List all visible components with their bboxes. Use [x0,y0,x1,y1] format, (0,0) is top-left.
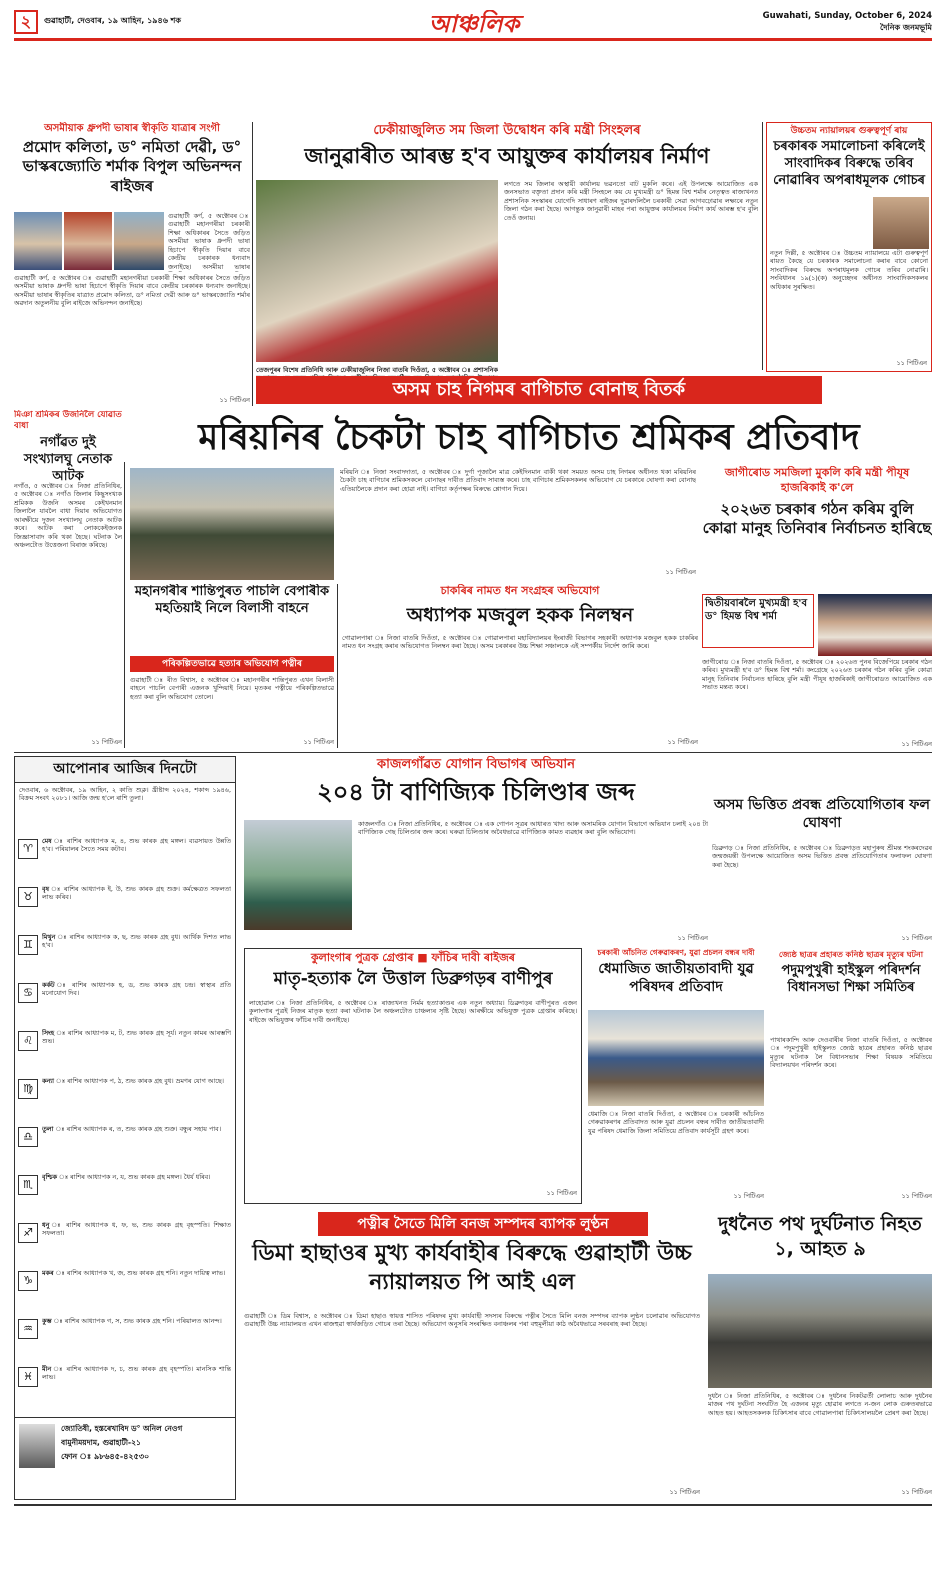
body: লাহোৱাল ঃ নিজা প্ৰতিনিধিৰ, ৫ অক্টোবৰ ঃ ৰাজ্যখনত নিৰ্মম হত্যাকাণ্ডৰ এক নতুন অধ্যায়। ডিব্ৰুগড়ৰ বাণীপুৰত এজন কুলাংগাৰ পুত্ৰই নিজৰ মাতৃক হত্যা কৰা ঘটনাক লৈ অঞ্চলটোত চাঞ্চল্যৰ সৃষ্টি হৈছে। আৰক্ষীয়ে অভিযুক্ত পুত্ৰক গ্ৰেপ্তাৰ কৰিছে। ৰাইজে অভিযুক্তৰ ফাঁচিৰ দাবী জনাইছে। [249,999,577,1024]
zodiac-icon: ♉ [18,887,38,907]
kicker: ঢেকীয়াজুলিত সম জিলা উদ্বোধন কৰি মন্ত্ৰী সিংহলৰ [373,123,641,138]
masthead-title: আঞ্চলিক [428,10,520,38]
sign-text: ৰাশিৰ আধ্যাপক ৰ, ত, শুভ কাৰক গ্ৰহ শুক্ৰ। বন্ধুৰ সহায় পাব। [66,1125,221,1133]
right-date: Guwahati, Sunday, October 6, 2024 [762,11,932,21]
body: পাথাৰকান্দি আৰু দেওবাৰীৰ নিজা বাতৰি দিওঁতা, ৫ অক্টোবৰ ঃ পদুমপুখুৰী হাইস্কুলত জ্যেষ্ঠ ছাত্ৰৰ প্ৰহাৰত কনিষ্ঠ ছাত্ৰৰ মৃত্যুৰ ঘটনাক লৈ বিধানসভাৰ শিক্ষা বিষয়ক সমিতিয়ে বিদ্যালয়খন পৰিদৰ্শন কৰে। [770,1036,932,1070]
story-goalpara [342,584,698,750]
main-headline: মৰিয়নিৰ চৈকটা চাহ বাগিচাত শ্ৰমিকৰ প্ৰতিবাদ [198,417,860,458]
sign-text: ৰাশিৰ আধ্যাপক হ, ড, শুভ কাৰক গ্ৰহ চন্দ্ৰ। স্বাস্থ্যৰ প্ৰতি মনোযোগ দিব। [42,981,231,998]
sign-text: ৰাশিৰ আধ্যাপক ম, ৪, শুভ কাৰক গ্ৰহ মঙ্গল। ব্যৱসায়ত উন্নতি হ'ব। পৰিয়ালৰ সৈতে সময় কটাব। [42,837,231,854]
kicker: কাজলগাঁৱত যোগান বিভাগৰ অভিযান [377,757,575,772]
main-story-source: ১১ পিটিএন [665,568,696,576]
portrait-photos [14,212,164,270]
sign-body: বৃষ ঃ ৰাশিৰ আধ্যাপক ই, উ, শুভ কাৰক গ্ৰহ শুক্ৰ। কৰ্মক্ষেত্ৰত সফলতা লাভ কৰিব। [42,885,231,902]
main-story-body: মৰিয়নি ঃ নিজা সংবাদদাতা, ৫ অক্টোবৰ ঃ দুৰ্গা পূজালৈ মাত্ৰ কেইদিনমান বাকী থকা সময়ত অসম চাহ নিগমৰ অধীনত থকা মৰিয়নিৰ চৈকটা চাহ বাগিচাৰ শ্ৰমিকসকলে বোনাছৰ দাবীত প্ৰতিবাদ সাব্যস্ত কৰে। চাহ বাগিচাৰ শ্ৰমিকসকলৰ অভিযোগ যে চৰকাৰে ঘোষণা কৰা বোনাছ এতিয়ালৈকে প্ৰদান কৰা হোৱা নাই। বাগিচা কৰ্তৃপক্ষৰ বিৰুদ্ধে শ্লোগান দিয়ে। [340,468,696,493]
headline: জানুৱাৰীত আৰম্ভ হ'ব আয়ুক্তৰ কাৰ্যালয়ৰ নিৰ্মাণ [304,143,710,168]
body: গুৱাহাটী ঃ ৰীত বিশ্বাস, ৫ অক্টোবৰ ঃ মহানগৰীৰ শান্তিপুৰত এখন বিলাসী বাহনে পাচলি বেপাৰী এজনক খুন্দিয়াই নিয়ে। মৃতকৰ পত্নীয়ে পৰিকল্পিতভাৱে হত্যা কৰা বুলি অভিযোগ তোলে। [130,676,334,701]
protest-photo [588,1010,764,1106]
banner-tea-bonus: অসম চাহ নিগমৰ বাগিচাত বোনাছ বিতৰ্ক [256,376,822,404]
portrait-2 [64,212,112,270]
sub-headline: দ্বিতীয়বাৰলৈ মুখ্যমন্ত্ৰী হ'ব ড° হিমন্ত বিশ্ব শৰ্মা [705,598,808,622]
sign-body: ধনু ঃ ৰাশিৰ আধ্যাপক ধ, ফ, ভ, শুভ কাৰক গ্ৰহ বৃহস্পতি। শিক্ষাত সফলতা। [42,1221,231,1238]
astrologer-photo [19,1424,55,1468]
sign-name: মকৰ [42,1269,54,1277]
kicker: কুলাংগাৰ পুত্ৰক গ্ৰেপ্তাৰ ■ ফাঁচিৰ দাবী ৰাইজৰ [310,951,516,964]
sign-text: ৰাশিৰ আধ্যাপক ধ, ফ, ভ, শুভ কাৰক গ্ৰহ বৃহস্পতি। শিক্ষাত সফলতা। [42,1221,231,1238]
horoscope-signs [15,835,235,1415]
zodiac-icon: ♎ [18,1127,38,1147]
body: গোৱালপাৰা ঃ নিজা বাতৰি দিওঁতা, ৫ অক্টোবৰ ঃ গোৱালপাৰা মহাবিদ্যালয়ৰ ইংৰাজী বিভাগৰ সহকাৰী অধ্যাপক মজবুল হকক চাকৰিৰ নামত ধন সংগ্ৰহ কৰাৰ অভিযোগত নিলম্বন কৰা হৈছে। অসম চৰকাৰৰ উচ্চ শিক্ষা সঞ্চালকে এই সম্পৰ্কীয় নিৰ্দেশ জাৰি কৰে। [342,634,698,651]
horoscope-sign-row [15,931,235,979]
source: ১১ পিটিএন [901,1488,932,1496]
zodiac-icon: ♍ [18,1079,38,1099]
sign-name: তুলা [42,1125,54,1133]
col-rule-4 [337,584,338,748]
banner-forest-loot: পত্নীৰ সৈতে মিলি বনজ সম্পদৰ ব্যাপক লুণ্ঠন [318,1212,648,1236]
horoscope-box [14,756,236,1500]
zodiac-icon: ♋ [18,983,38,1003]
sign-text: ৰাশিৰ আধ্যাপক প, ঠ, শুভ কাৰক গ্ৰহ বুধ। ভ্ৰমণৰ যোগ আছে। [67,1077,224,1085]
kicker: অসমীয়াক ধ্ৰুপদী ভাষাৰ স্বীকৃতি যাত্ৰাৰ সংগী [44,123,220,134]
story-essay [712,796,932,946]
sign-text: ৰাশিৰ আধ্যাপক গ, স, শুভ কাৰক গ্ৰহ শনি। পৰিয়ালত আনন্দ। [64,1317,222,1325]
astrologer-name: জ্যোতিষী, হস্তৰেখাবিদ ড° অনিল নেওগ [61,1424,183,1433]
horoscope-sign-row [15,1363,235,1411]
sign-text: ৰাশিৰ আধ্যাপক ন, য, শুভ কাৰক গ্ৰহ মঙ্গল। ধৈৰ্য ধৰিব। [70,1173,211,1181]
body: জাগীৰোড ঃ নিজা বাতৰি দিওঁতা, ৫ অক্টোবৰ ঃ ২০২৬ত পুনৰ বিজেপিয়ে চৰকাৰ গঠন কৰিব। মুখ্যমন্ত্ৰী হ'ব ড° হিমন্ত বিশ্ব শৰ্মা। কংগ্ৰেছে ২০২৬ত চৰকাৰ গঠন কৰিব বুলি কোৱা মানুহ তিনিবাৰ নিৰ্বাচনত হাৰিছে বুলি মন্ত্ৰী পীযূষ হাজৰিকাই জাগীৰোডত আয়োজিত এক সভাত মন্তব্য কৰে। [702,658,932,692]
astrologer-address: বামুনীময়দাম, গুৱাহাটী-২১ [61,1438,141,1447]
sign-name: বৃষ [42,885,50,893]
headline: ধেমাজিত জাতীয়তাবাদী যুৱ পৰিষদৰ প্ৰতিবাদ [598,961,754,996]
story-guwahati [130,584,334,750]
horoscope-intro: দেওবাৰ, ৬ অক্টোবৰ, ১৯ আহিন, ২ কাতি শুক্ল। খ্ৰীষ্টাব্দ ২০২৪, শকাব্দ ১৯৪৬, বিক্ৰম সংবৎ ২০৮১। আজি জন্ম হ'লে ৰাশি তুলা। [19,785,231,803]
story-kajalgaon [244,756,708,946]
sign-text: ৰাশিৰ আধ্যাপক দ, চ, শুভ কাৰক গ্ৰহ বৃহস্পতি। মানসিক শান্তি লাভ। [42,1365,231,1382]
accident-photo [708,1274,932,1388]
sign-name: কৰ্কট [42,981,55,989]
horoscope-sign-row [15,1219,235,1267]
headline: মহানগৰীৰ শান্তিপুৰত পাচলি বেপাৰীক মহতিয়াই নিলে বিলাসী বাহনে [134,584,330,616]
headline: ডিমা হাছাওৰ মুখ্য কাৰ্যবাহীৰ বিৰুদ্ধে গুৱাহাটী উচ্চ ন্যায়ালয়ত পি আই এল [252,1241,692,1295]
story-jagiroad [702,466,932,752]
portrait-1 [14,212,62,270]
sign-name: ধনু [42,1221,50,1229]
horoscope-sign-row [15,1123,235,1171]
zodiac-icon: ♐ [18,1223,38,1243]
zodiac-icon: ♌ [18,1031,38,1051]
kicker: উচ্চতম ন্যায়ালয়ৰ গুৰুত্বপূৰ্ণ ৰায় [790,126,908,136]
horoscope-sign-row [15,1075,235,1123]
horoscope-sign-row [15,1315,235,1363]
sign-text: ৰাশিৰ আধ্যাপক ক, ছ, শুভ কাৰক গ্ৰহ বুধ। আৰ্থিক দিশত লাভ হ'ব। [42,933,231,950]
tag: পৰিকল্পিতভাৱে হত্যাৰ অভিযোগ পত্নীৰ [130,656,334,672]
body: নগাঁও, ৫ অক্টোবৰ ঃ নিজা প্ৰতিনিধিৰ, ৫ অক্টোবৰ ঃ নগাঁও জিলাৰ কিছুসংখ্যক শ্ৰমিকক উজনি অসমৰ কেইখনমান জিলালৈ যাবলৈ বাধা দিয়াৰ অভিযোগত আৰক্ষীয়ে দুজন সংখ্যালঘু নেতাক আটক কৰে। আটক কৰা লোককেইজনক জিজ্ঞাসাবাদ কৰি থকা হৈছে। ঘটনাক লৈ অঞ্চলটোত উত্তেজনা বিৰাজ কৰিছে। [14,482,122,550]
sign-text: ৰাশিৰ আধ্যাপক খ, জ, শুভ কাৰক গ্ৰহ শনি। নতুন দায়িত্ব লাভ। [66,1269,226,1277]
body: ধেমাজি ঃ নিজা বাতৰি দিওঁতা, ৫ অক্টোবৰ ঃ চৰকাৰী আঁচনিত গেৰুৱাকৰণৰ প্ৰতিবাদত আৰু যুৱা প্ৰচলন বন্ধৰ দাবীত জাতীয়তাবাদী যুৱ পৰিষদ ধেমাজি জিলা সমিতিয়ে প্ৰতিবাদ কাৰ্যসূচী গ্ৰহণ কৰে। [588,1110,764,1135]
bottom-rule [14,1504,932,1506]
body: লগতে সম জিলাৰ অস্থায়ী কাৰ্যালয় ভৱনতো বাট মুকলি কৰে। এই উপলক্ষে আয়োজিত এক জনসভাত বক্তৃতা প্ৰদান কৰি মন্ত্ৰী সিংহলে কয় যে মুখ্যমন্ত্ৰী ড° হিমন্ত বিশ্ব শৰ্মাৰ নেতৃত্বত ৰাজ্যখনত প্ৰশাসনিক সংস্কাৰৰ যোগেদি সাধাৰণ ৰাইজৰ দুৱাৰদলিলৈ চৰকাৰী সেৱা আগবঢ়োৱাৰ লক্ষ্যৰে নতুন জিলা গঠন কৰা হৈছে। আগন্তুক জানুৱাৰী মাহৰ পৰা আয়ুক্তৰ কাৰ্যালয়ৰ নিৰ্মাণ কাৰ্য আৰম্ভ হ'ব বুলি তেওঁ জনায়। [504,180,758,222]
headline: পদুমপুখুৰী হাইস্কুল পৰিদৰ্শন বিধানসভা শিক্ষা সমিতিৰ [781,962,921,995]
sign-body: মিথুন ঃ ৰাশিৰ আধ্যাপক ক, ছ, শুভ কাৰক গ্ৰহ বুধ। আৰ্থিক দিশত লাভ হ'ব। [42,933,231,950]
sign-name: কুম্ভ [42,1317,52,1325]
sign-name: সিংহ [42,1029,55,1037]
sign-name: মিথুন [42,933,56,941]
ribbon-cutting-photo [256,180,498,362]
left-date: গুৱাহাটী, দেওবাৰ, ১৯ আহিন, ১৯৪৬ শক [44,16,182,25]
source: ১১ পিটিএন [901,934,932,942]
body: গুৱাহাটী ঃ ডিম বিশ্বাস, ৫ অক্টোবৰ ঃ ডিমা হাছাও স্বায়ত্ত শাসিত পৰিষদৰ মুখ্য কাৰ্যবাহী সদস্যৰ বিৰুদ্ধে পত্নীৰ সৈতে মিলি বনজ সম্পদৰ ব্যাপক লুণ্ঠন চলোৱাৰ অভিযোগত গুৱাহাটী উচ্চ ন্যায়ালয়ত এখন ৰাজহুৱা স্বাৰ্থজড়িত গোচৰ তৰা হৈছে। অভিযোগ অনুসৰি সংৰক্ষিত বনাঞ্চলৰ পৰা বহুমূলীয়া কাঠ অবৈধভাৱে সৰবৰাহ কৰা হৈছে। [244,1312,700,1329]
body: নতুন দিল্লী, ৫ অক্টোবৰ ঃ উচ্চতম ন্যায়ালয়ে এটা গুৰুত্বপূৰ্ণ ৰায়ত কৈছে যে চৰকাৰক সমালোচনা কৰাৰ বাবে কোনো সাংবাদিকৰ বিৰুদ্ধে অপৰাধমূলক গোচৰ তৰিব নোৱাৰি। সংবিধানৰ ১৯(১)(ক) অনুচ্ছেদৰ অধীনত সাংবাদিকসকলৰ অধিকাৰ সুৰক্ষিত। [770,249,928,291]
headline: প্ৰমোদ কলিতা, ড° নমিতা দেৱী, ড° ভাস্কৰজ্যোতি শৰ্মাক বিপুল অভিনন্দন ৰাইজৰ [22,137,242,195]
headline: দুধনৈত পথ দুৰ্ঘটনাত নিহত ১, আহত ৯ [718,1213,922,1261]
headline: ২০৪ টা বাণিজ্যিক চিলিণ্ডাৰ জব্দ [317,777,635,806]
source: ১১ পিটিএন [896,359,927,367]
body-continued: গুৱাহাটী কৰ্ণ, ৫ অক্টোবৰ ঃ গুৱাহাটী মহানগৰীয়া চৰকাৰী শিক্ষা অধিকাৰৰ সৈতে জড়িত অসমীয়া ভাষাক ধ্ৰুপদী ভাষা হিচাপে স্বীকৃতি দিয়াৰ বাবে কেন্দ্ৰীয় চৰকাৰক ধন্যবাদ জনাইছে। অসমীয়া ভাষাৰ স্বীকৃতিৰ যাত্ৰাত প্ৰমোদ কলিতা, ড° নমিতা দেৱী আৰু ড° ভাস্কৰজ্যোতি শৰ্মাৰ অৱদান অতুলনীয় বুলি ৰাইজে অভিনন্দন জনাইছে। [14,274,250,308]
headline: অসম ভিত্তিত প্ৰবন্ধ প্ৰতিযোগিতাৰ ফল ঘোষণা [714,797,930,832]
sign-name: বৃশ্চিক [42,1173,57,1181]
sub-box [702,594,814,648]
sign-body: কুম্ভ ঃ ৰাশিৰ আধ্যাপক গ, স, শুভ কাৰক গ্ৰহ শনি। পৰিয়ালত আনন্দ। [42,1317,222,1325]
zodiac-icon: ♈ [18,839,38,859]
body: কাজলগাঁও ঃ নিজা প্ৰতিনিধিৰ, ৫ অক্টোবৰ ঃ এক গোপন সূত্ৰৰ আধাৰত খাদ্য আৰু অসামৰিক যোগান বিভাগে অভিযান চলাই ২০৪ টা বাণিজ্যিক গেছ চিলিণ্ডাৰ জব্দ কৰে। ঘৰুৱা চিলিণ্ডাৰ অবৈধভাৱে বাণিজ্যিক কামত ব্যৱহাৰ কৰা বুলি অভিযোগ। [358,820,708,837]
col-rule-2 [762,122,763,370]
source: ১১ পিটিএন [901,1192,932,1200]
sign-name: মীন [42,1365,52,1373]
source: ১১ পিটিএন [733,1192,764,1200]
headline: নগাঁৱত দুই সংখ্যালঘু নেতাক আটক [23,434,113,484]
kicker: চৰকাৰী আঁচনিত গেৰুৱাকৰণ, যুৱা প্ৰচলন বন্ধৰ দাবী [597,948,755,957]
sign-body: মেষ ঃ ৰাশিৰ আধ্যাপক ম, ৪, শুভ কাৰক গ্ৰহ মঙ্গল। ব্যৱসায়ত উন্নতি হ'ব। পৰিয়ালৰ সৈতে সময় কটাব। [42,837,231,854]
sign-body: তুলা ঃ ৰাশিৰ আধ্যাপক ৰ, ত, শুভ কাৰক গ্ৰহ শুক্ৰ। বন্ধুৰ সহায় পাব। [42,1125,221,1133]
kicker: চাকৰিৰ নামত ধন সংগ্ৰহৰ অভিযোগ [440,584,600,597]
story-pil [244,1240,700,1500]
col-rule-3 [124,462,125,748]
cylinder-photo [244,820,352,930]
story-accident [708,1212,932,1500]
source: ১১ পিটিএন [91,738,122,746]
body: গুৱাহাটী কৰ্ণ, ৫ অক্টোবৰ ঃ গুৱাহাটী মহানগৰীয়া চৰকাৰী শিক্ষা অধিকাৰৰ সৈতে জড়িত অসমীয়া ভাষাক ধ্ৰুপদী ভাষা হিচাপে স্বীকৃতি দিয়াৰ বাবে কেন্দ্ৰীয় চৰকাৰক ধন্যবাদ জনাইছে। অসমীয়া ভাষাৰ [168,212,250,271]
sign-body: কৰ্কট ঃ ৰাশিৰ আধ্যাপক হ, ড, শুভ কাৰক গ্ৰহ চন্দ্ৰ। স্বাস্থ্যৰ প্ৰতি মনোযোগ দিব। [42,981,231,998]
zodiac-icon: ♓ [18,1367,38,1387]
story-nagaon [14,410,122,750]
horoscope-sign-row [15,1027,235,1075]
portrait-3 [114,212,164,270]
sign-body: মকৰ ঃ ৰাশিৰ আধ্যাপক খ, জ, শুভ কাৰক গ্ৰহ শনি। নতুন দায়িত্ব লাভ। [42,1269,226,1277]
right-paper: দৈনিক জনমভূমি [880,23,932,32]
zodiac-icon: ♏ [18,1175,38,1195]
source: ১১ পিটিএন [546,1189,577,1197]
source: ১১ পিটিএন [677,934,708,942]
sign-body: বৃশ্চিক ঃ ৰাশিৰ আধ্যাপক ন, য, শুভ কাৰক গ্ৰহ মঙ্গল। ধৈৰ্য ধৰিব। [42,1173,211,1181]
story-school [770,950,932,1204]
horoscope-sign-row [15,883,235,931]
sign-text: ৰাশিৰ আধ্যাপক ম, ট, শুভ কাৰক গ্ৰহ সূৰ্য। নতুন কামৰ আৰম্ভণি শুভ। [42,1029,231,1046]
horoscope-title: আপোনাৰ আজিৰ দিনটো [15,757,235,783]
kicker: জাগীৰোড সমজিলা মুকলি কৰি মন্ত্ৰী পীযূষ হাজৰিকাই ক'লে [724,466,910,494]
headline: চৰকাৰক সমালোচনা কৰিলেই সাংবাদিকৰ বিৰুদ্ধে তৰিব নোৱাৰিব অপৰাধমূলক গোচৰ [773,139,925,188]
headline: মাতৃ-হত্যাক লৈ উত্তাল ডিব্ৰুগড়ৰ বাণীপুৰ [273,968,553,989]
section-rule [14,752,932,753]
story-dhekiajuli [256,122,758,408]
minister-photo [818,594,932,656]
sign-body: সিংহ ঃ ৰাশিৰ আধ্যাপক ম, ট, শুভ কাৰক গ্ৰহ সূৰ্য। নতুন কামৰ আৰম্ভণি শুভ। [42,1029,231,1046]
zodiac-icon: ♑ [18,1271,38,1291]
source: ১১ পিটিএন [303,738,334,746]
zodiac-icon: ♊ [18,935,38,955]
astrologer-box [15,1417,235,1499]
masthead-rule [14,38,932,41]
horoscope-sign-row [15,1267,235,1315]
col-rule-1 [252,122,253,406]
source: ১১ পিটিএন [667,738,698,746]
sign-text: ৰাশিৰ আধ্যাপক ই, উ, শুভ কাৰক গ্ৰহ শুক্ৰ। কৰ্মক্ষেত্ৰত সফলতা লাভ কৰিব। [42,885,231,902]
story-dhemaji [588,948,764,1204]
source: ১১ পিটিএন [669,1488,700,1496]
astrologer-phone: ফোন ঃ ৯৮৬৪৫-৪২৫৩০ [61,1452,150,1461]
sign-name: মেষ [42,837,52,845]
page-number: ২ [14,10,38,34]
body: ডিব্ৰুগড় ঃ নিজা প্ৰতিনিধিৰ, ৫ অক্টোবৰ ঃ ডিব্ৰুগড়ত মহাপুৰুষ শ্ৰীমন্ত শংকৰদেৱৰ জন্মজয়ন্তী উপলক্ষে আয়োজিত অসম ভিত্তিত প্ৰবন্ধ প্ৰতিযোগিতাৰ ফলাফল ঘোষণা কৰা হৈছে। [712,844,932,869]
headline: অধ্যাপক মজবুল হকক নিলম্বন [406,603,634,626]
horoscope-sign-row [15,835,235,883]
horoscope-sign-row [15,979,235,1027]
kicker: জ্যেষ্ঠ ছাত্ৰৰ প্ৰহাৰত কনিষ্ঠ ছাত্ৰৰ মৃত্যুৰ ঘটনা [778,950,924,959]
story-left-language [14,122,250,408]
source: ১১ পিটিএন [219,396,250,404]
story-supreme-court [766,122,932,372]
story-kulanga [244,948,582,1204]
sign-body: মীন ঃ ৰাশিৰ আধ্যাপক দ, চ, শুভ কাৰক গ্ৰহ বৃহস্পতি। মানসিক শান্তি লাভ। [42,1365,231,1382]
court-photo [873,197,929,249]
sign-name: কন্যা [42,1077,54,1085]
source: ১১ পিটিএন [901,740,932,748]
sign-body: কন্যা ঃ ৰাশিৰ আধ্যাপক প, ঠ, শুভ কাৰক গ্ৰহ বুধ। ভ্ৰমণৰ যোগ আছে। [42,1077,224,1085]
headline: ২০২৬ত চৰকাৰ গঠন কৰিম বুলি কোৱা মানুহ তিনিবাৰ নিৰ্বাচনত হাৰিছে [702,499,932,538]
caption: তেজপুৰৰ বিশেষ প্ৰতিনিধি আৰু ঢেকীয়াজুলিৰ নিজা বাতৰি দিওঁতা, ৫ অক্টোবৰ ঃ প্ৰশাসনিক [256,366,498,374]
horoscope-sign-row [15,1171,235,1219]
body: দুধনৈ ঃ নিজা প্ৰতিনিধিৰ, ৫ অক্টোবৰ ঃ দুধনৈৰ নিকটৱৰ্তী লোলাচ আৰু দুধনৈৰ মাজৰ পথ দুৰ্ঘটনা সংঘটিত হৈ এজনৰ মৃত্যু হোৱাৰ লগতে ন-জন লোক গুৰুতৰভাৱে আহত হয়। আহতসকলক চিকিৎসাৰ বাবে গোৱালপাৰা চিকিৎসালয়লৈ প্ৰেৰণ কৰা হৈছে। [708,1392,932,1417]
kicker: মিঞা শ্ৰমিকৰ উজনিলৈ যোৱাত বাধা [14,410,122,432]
zodiac-icon: ♒ [18,1319,38,1339]
tea-protest-photo [130,468,334,580]
